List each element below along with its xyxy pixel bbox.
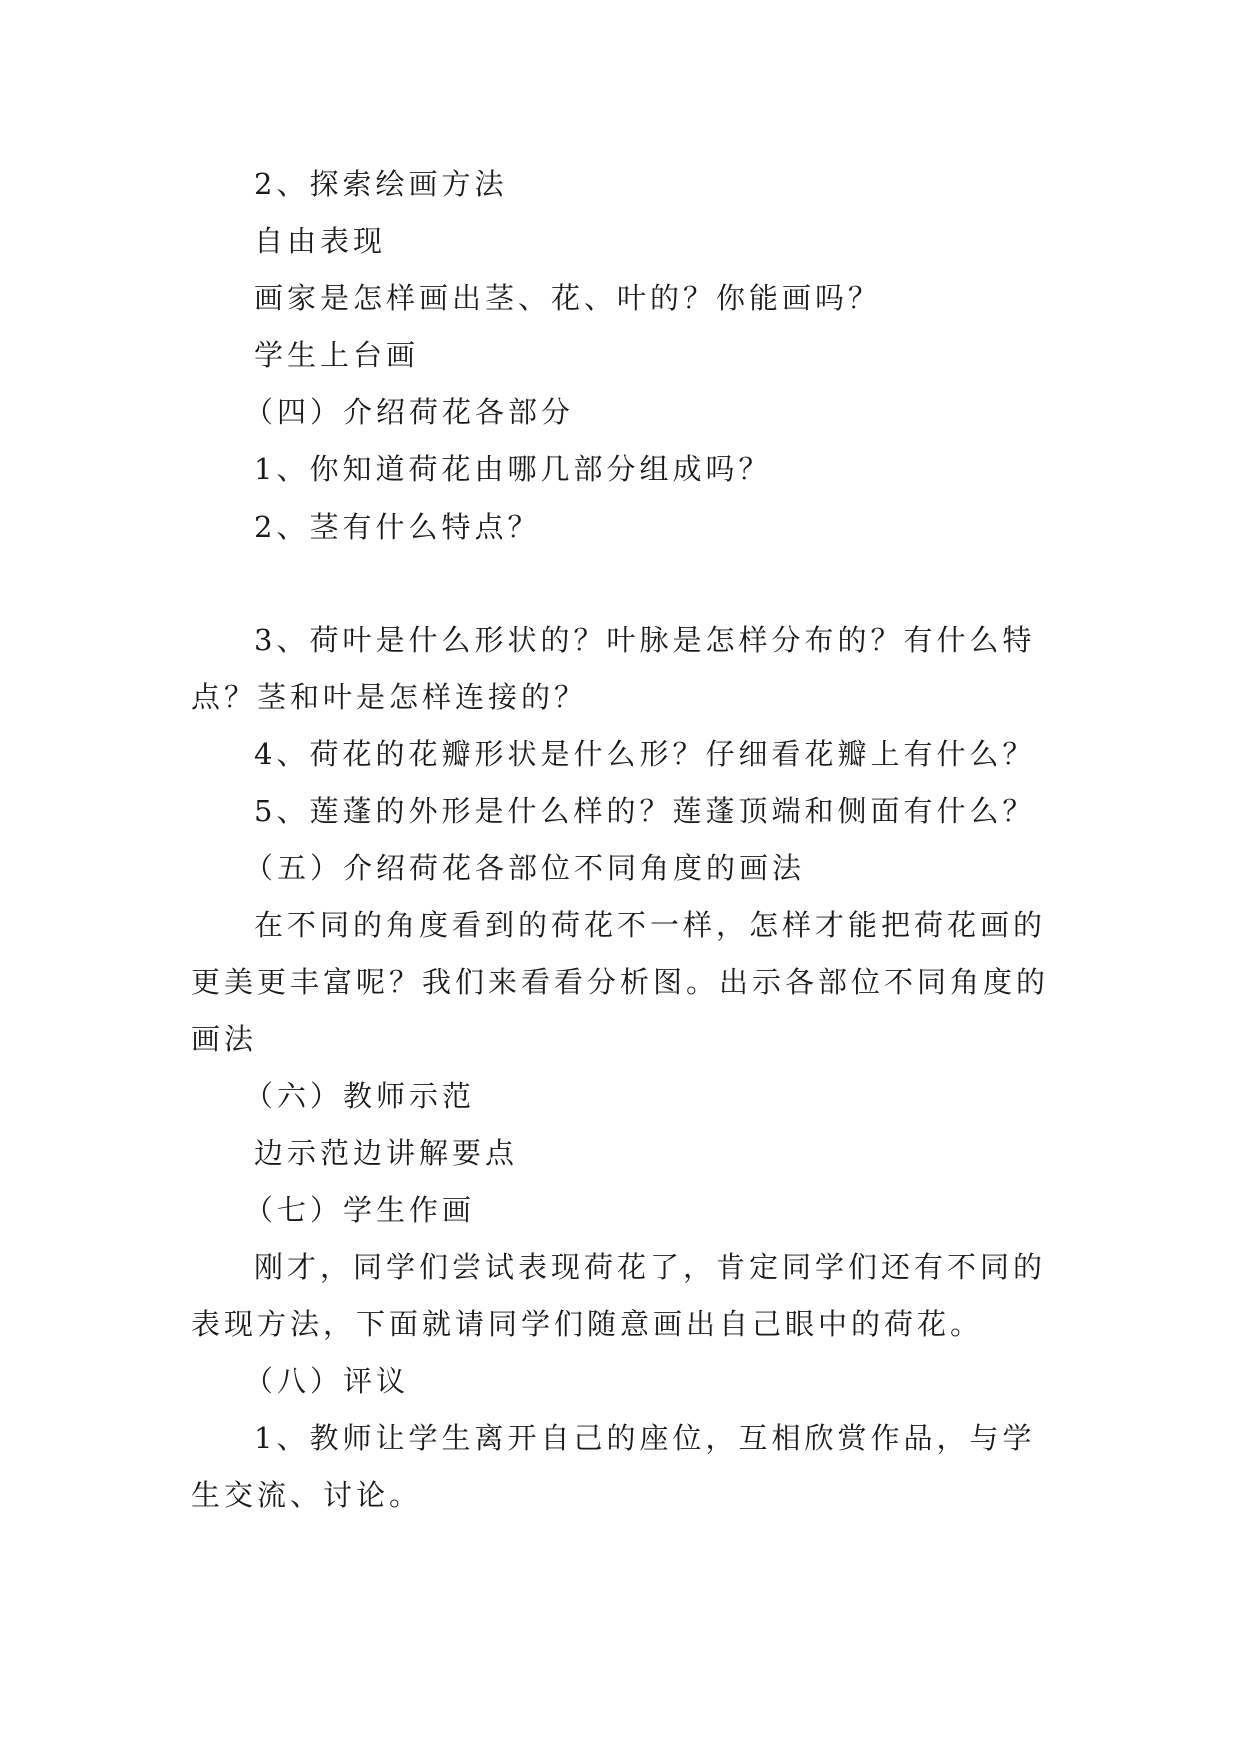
line-free-expression: 自由表现	[254, 224, 387, 258]
section-heading-eight: （八）评议	[244, 1364, 410, 1398]
paragraph-drawing-line1: 刚才，同学们尝试表现荷花了，肯定同学们还有不同的	[254, 1250, 1047, 1284]
line-heading-explore-method: 2、探索绘画方法	[254, 167, 508, 201]
line-question-5: 5、莲蓬的外形是什么样的？莲蓬顶端和侧面有什么？	[254, 794, 1036, 828]
line-question-4: 4、荷花的花瓣形状是什么形？仔细看花瓣上有什么？	[254, 737, 1036, 771]
paragraph-angles-line2: 更美更丰富呢？我们来看看分析图。出示各部位不同角度的	[191, 965, 1050, 999]
paragraph-drawing-line2: 表现方法，下面就请同学们随意画出自己眼中的荷花。	[191, 1307, 984, 1341]
section-heading-seven: （七）学生作画	[244, 1193, 476, 1227]
line-question-3: 3、荷叶是什么形状的？叶脉是怎样分布的？有什么特	[254, 623, 1036, 657]
section-heading-six: （六）教师示范	[244, 1079, 476, 1113]
line-question-1: 1、你知道荷花由哪几部分组成吗？	[254, 452, 772, 486]
line-question-3-cont: 点？茎和叶是怎样连接的？	[191, 680, 588, 714]
paragraph-angles-line3: 画法	[191, 1022, 258, 1056]
paragraph-review-line2: 生交流、讨论。	[191, 1478, 423, 1512]
line-demo-explain: 边示范边讲解要点	[254, 1136, 519, 1170]
paragraph-review-line1: 1、教师让学生离开自己的座位，互相欣赏作品，与学	[254, 1421, 1036, 1455]
section-heading-five: （五）介绍荷花各部位不同角度的画法	[244, 851, 806, 885]
line-question-2: 2、茎有什么特点？	[254, 510, 541, 544]
section-heading-four: （四）介绍荷花各部分	[244, 395, 575, 429]
line-students-draw: 学生上台画	[254, 338, 420, 372]
paragraph-angles-line1: 在不同的角度看到的荷花不一样，怎样才能把荷花画的	[254, 908, 1047, 942]
line-question-painter: 画家是怎样画出茎、花、叶的？你能画吗？	[254, 281, 882, 315]
